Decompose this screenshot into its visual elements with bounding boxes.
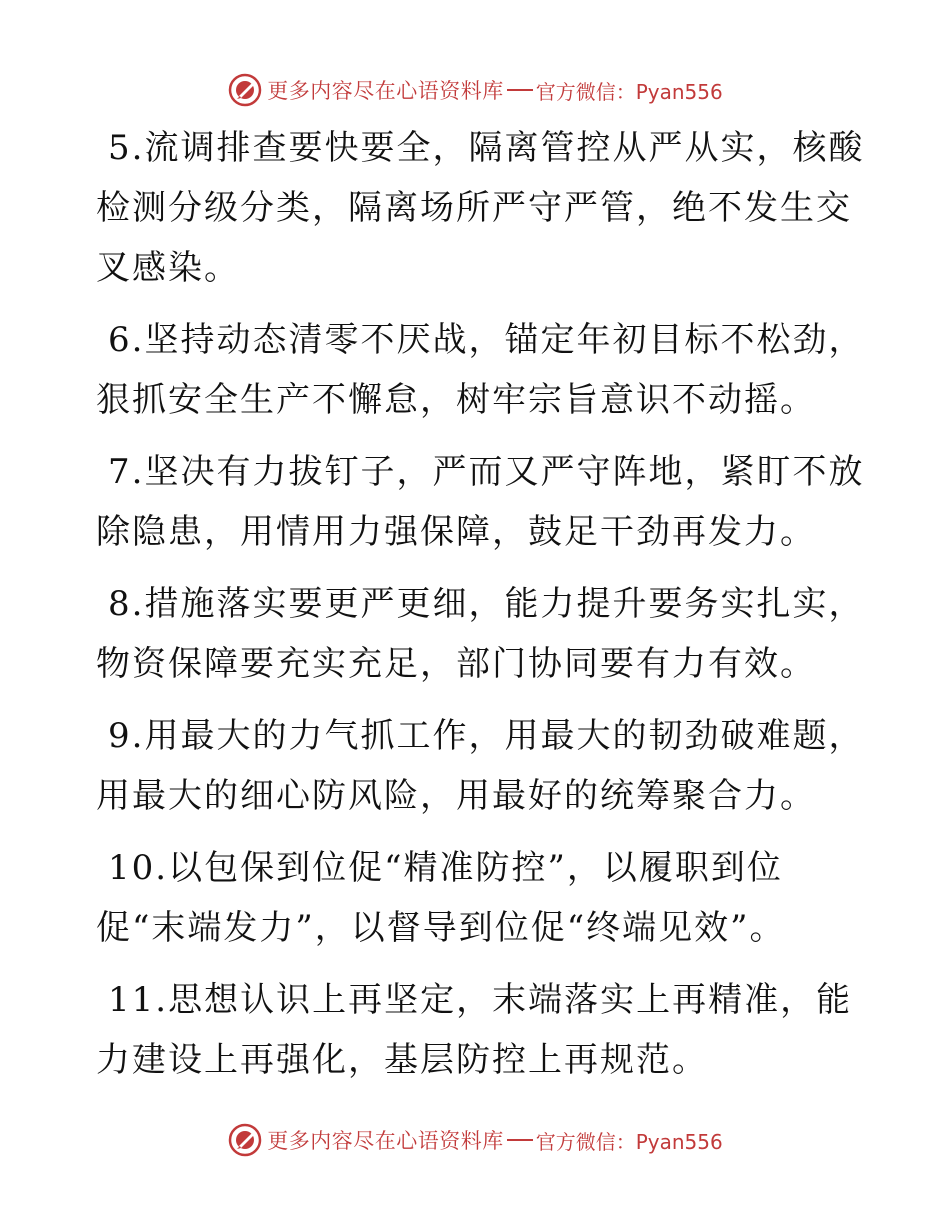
banner-title: 更多内容尽在心语资料库 (267, 79, 504, 103)
item-number: 10. (108, 848, 169, 888)
item-number: 5. (108, 128, 145, 168)
list-item (96, 970, 866, 1090)
document-body (96, 118, 866, 1102)
list-item (96, 706, 866, 826)
banner-separator (507, 89, 533, 91)
banner-wechat: 官方微信：Pyan556 (535, 1129, 723, 1154)
item-text: 思想认识上再坚定，末端落实上再精准，能力建设上再强化，基层防控上再规范。 (96, 980, 853, 1080)
item-number: 8. (108, 584, 145, 624)
header-banner (0, 70, 950, 110)
brand-logo-icon (227, 72, 263, 108)
brand-logo-icon (227, 1122, 263, 1158)
item-number: 9. (108, 716, 145, 756)
item-text: 措施落实要更严更细，能力提升要务实扎实，物资保障要充实充足，部门协同要有力有效。 (96, 584, 865, 684)
list-item (96, 442, 866, 562)
banner-wechat: 官方微信：Pyan556 (535, 79, 723, 104)
item-text: 流调排查要快要全，隔离管控从严从实，核酸检测分级分类，隔离场所严守严管，绝不发生交叉感染。 (96, 128, 865, 288)
banner-title: 更多内容尽在心语资料库 (267, 1129, 504, 1153)
item-number: 11. (108, 980, 169, 1020)
item-number: 7. (108, 452, 145, 492)
list-item (96, 574, 866, 694)
item-text: 坚决有力拔钉子，严而又严守阵地，紧盯不放除隐患，用情用力强保障，鼓足干劲再发力。 (96, 452, 865, 552)
item-number: 6. (108, 320, 145, 360)
list-item (96, 118, 866, 298)
footer-banner (0, 1120, 950, 1160)
item-text: 坚持动态清零不厌战，锚定年初目标不松劲，狠抓安全生产不懈怠，树牢宗旨意识不动摇。 (96, 320, 865, 420)
list-item (96, 838, 866, 958)
item-text: 以包保到位促“精准防控”，以履职到位促“末端发力”，以督导到位促“终端见效”。 (96, 848, 786, 948)
item-text: 用最大的力气抓工作，用最大的韧劲破难题，用最大的细心防风险，用最好的统筹聚合力。 (96, 716, 865, 816)
list-item (96, 310, 866, 430)
banner-separator (507, 1139, 533, 1141)
